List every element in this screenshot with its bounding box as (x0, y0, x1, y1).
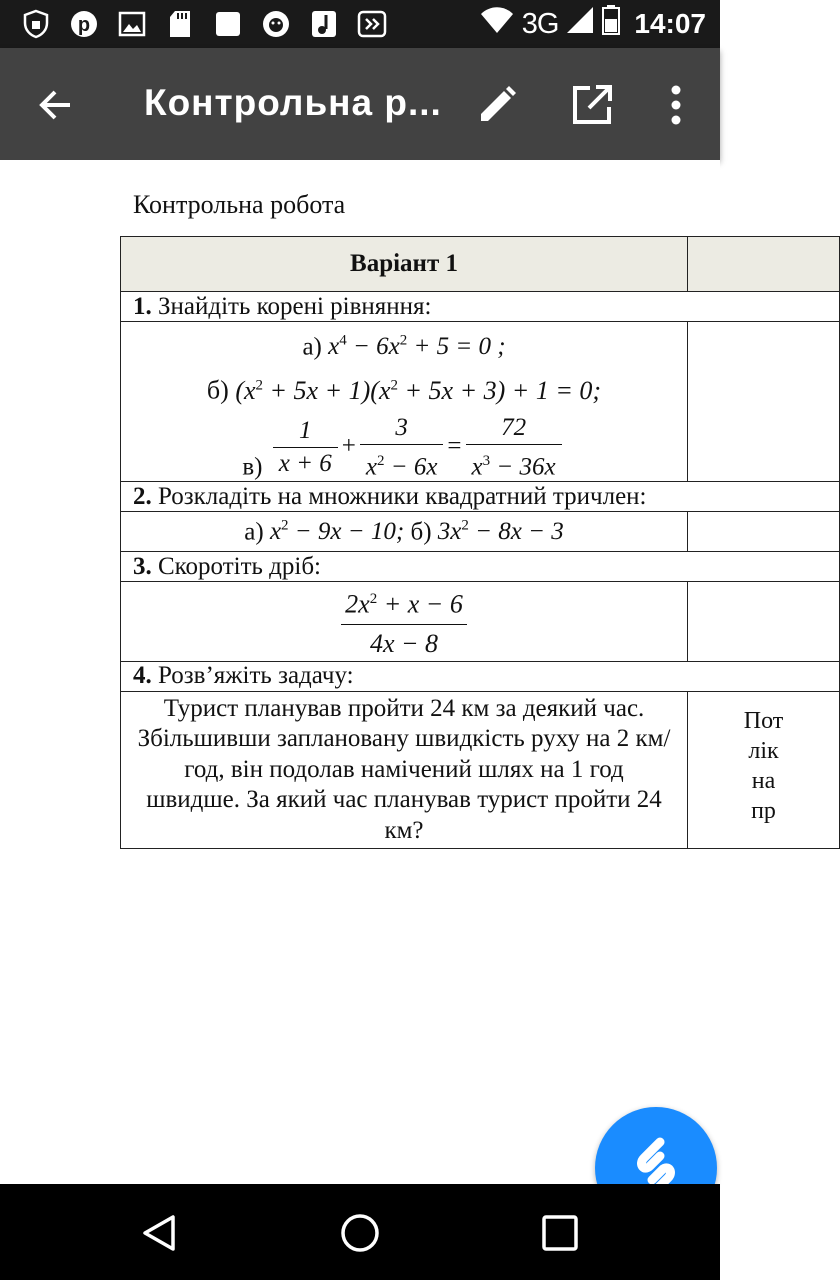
formula: $(x^2 + 5x + 1)(x^2 + 5x + 3) + 1 = 0$; (235, 375, 602, 405)
task-text: Розв’яжіть задачу: (158, 662, 354, 690)
task-text: Скоротіть дріб: (158, 552, 322, 580)
variant2-problem-cut: Пот лік на пр (688, 691, 840, 849)
task-4-title (121, 661, 840, 691)
label-b: б) (410, 517, 432, 545)
back-button[interactable] (30, 80, 80, 130)
formula: $x^2 - 9x - 10$; (269, 517, 405, 545)
nav-recents-button[interactable] (535, 1208, 585, 1258)
equation-b (121, 366, 687, 410)
label-a: а) (302, 333, 322, 361)
task-text: Розкладіть на множники квадратний тричлен: (158, 482, 647, 510)
nav-home-button[interactable] (335, 1208, 385, 1258)
task-2-body (121, 512, 840, 552)
task-1-title (121, 292, 840, 322)
task-number: 4. (133, 662, 152, 690)
battery-icon (602, 5, 620, 43)
formula: $3x^2 - 8x - 3$ (437, 517, 564, 545)
shield-icon (22, 10, 50, 38)
task-4-body (121, 691, 840, 849)
back-arrow-icon (30, 80, 80, 130)
task-2-expressions (121, 512, 688, 552)
task-1-equations (121, 322, 688, 482)
system-status (480, 6, 706, 42)
square-recents-icon (541, 1214, 579, 1252)
variant2-cell-cut (688, 582, 840, 662)
variant2-cell-cut (688, 512, 840, 552)
task-2-title (121, 482, 840, 512)
fraction: $\frac{72}{x^3 - 36x}$ (466, 414, 562, 481)
task-row (121, 482, 840, 512)
label-c: в) (242, 453, 263, 481)
formula: $x^4 - 6x^2 + 5 = 0$ ; (328, 333, 506, 361)
document-view[interactable] (0, 160, 784, 1184)
wifi-icon (480, 6, 514, 42)
fraction: $\frac{3}{x^2 - 6x}$ (360, 414, 444, 481)
edit-pencil-icon (475, 83, 519, 127)
signal-icon (566, 6, 594, 42)
equation-a (121, 322, 687, 366)
task-3-fraction (121, 582, 688, 662)
task-text: Знайдіть корені рівняння: (158, 292, 432, 320)
triangle-back-icon (140, 1213, 180, 1253)
lion-icon (262, 10, 290, 38)
app-icon (358, 10, 386, 38)
circle-home-icon (339, 1212, 381, 1254)
task-3-title (121, 552, 840, 582)
network-type: 3G (521, 7, 559, 40)
app-bar (0, 48, 720, 160)
sd-card-icon (166, 10, 194, 38)
status-bar (0, 0, 720, 48)
test-table (120, 236, 840, 849)
task-row (121, 552, 840, 582)
table-header-row (121, 237, 840, 292)
notification-icons (22, 8, 386, 40)
label-b: б) (206, 375, 229, 405)
task-number: 3. (133, 552, 152, 580)
svg-text:p: p (77, 14, 91, 36)
pinterest-icon (70, 10, 98, 38)
open-external-icon (570, 83, 614, 127)
edit-button[interactable] (472, 80, 522, 130)
document-heading: Контрольна робота (133, 190, 346, 219)
task-3-body (121, 582, 840, 662)
equation-c: в) $\frac{1}{x + 6}$ + $\frac{3}{x^2 - 6x}$ = $\frac{72}{x^3 - 36x}$ (121, 414, 687, 481)
fraction: $\frac{2x^2 + x - 6}{4x - 8}$ (341, 582, 467, 661)
fraction: $\frac{1}{x + 6}$ (273, 417, 338, 478)
word-problem-text: Турист планував пройти 24 км за деякий час. Збільшивши заплановану швидкість руху на 2 км/год, він подолав намічений шлях на 1 год швидше. За який час планував турист пройти 24 км? (121, 691, 688, 849)
navigation-bar (0, 1184, 720, 1280)
nav-back-button[interactable] (135, 1208, 185, 1258)
task-row (121, 292, 840, 322)
variant2-header-cut (688, 237, 840, 292)
more-vert-icon (670, 85, 682, 125)
image-icon (118, 10, 146, 38)
variant-header: Варіант 1 (121, 237, 688, 292)
task-number: 2. (133, 482, 152, 510)
variant2-cell-cut (688, 322, 840, 482)
square-icon (214, 10, 242, 38)
label-a: а) (244, 517, 264, 545)
music-icon (310, 10, 338, 38)
open-external-button[interactable] (567, 80, 617, 130)
task-number: 1. (133, 292, 152, 320)
more-options-button[interactable] (651, 80, 701, 130)
task-row (121, 661, 840, 691)
clock: 14:07 (634, 8, 706, 39)
task-1-body (121, 322, 840, 482)
document-title: Контрольна р... (144, 82, 442, 123)
